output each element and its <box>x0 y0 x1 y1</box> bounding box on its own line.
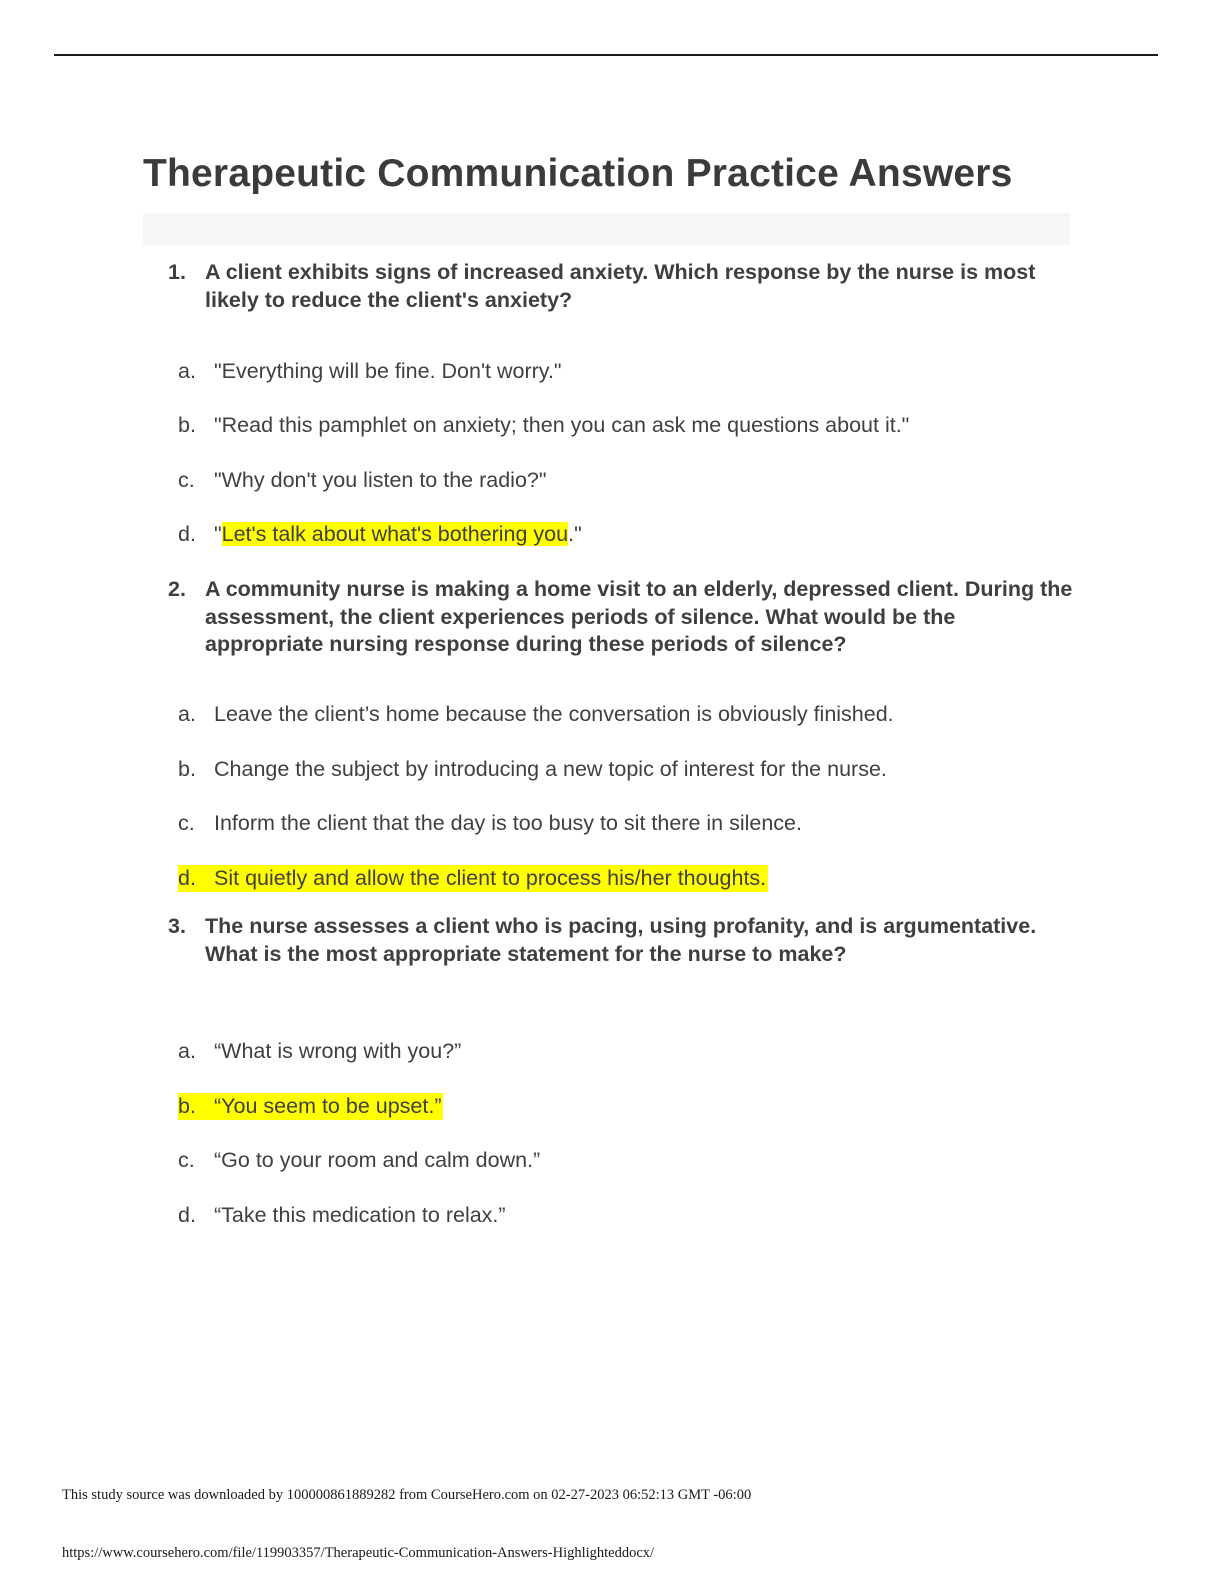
option-letter: b. <box>178 757 196 781</box>
option-letter: a. <box>178 359 196 383</box>
question-text: A community nurse is making a home visit to an elderly, depressed client. During the assessment, the client experiences periods of silence. What would be the appropriate nursing response during these periods of silence? <box>205 577 1073 656</box>
option-letter: c. <box>178 468 195 492</box>
highlighted-answer: Let's talk about what's bothering you <box>221 522 569 546</box>
question-number: 2. <box>168 577 186 601</box>
q1-option-a <box>178 358 562 385</box>
option-suffix: ." <box>568 522 582 546</box>
q1-option-b <box>178 412 909 439</box>
top-divider <box>54 54 1158 56</box>
option-text: Leave the client’s home because the conversation is obviously finished. <box>214 702 894 726</box>
option-text: "Everything will be fine. Don't worry." <box>214 359 562 383</box>
question-2 <box>168 576 1078 659</box>
q2-option-d-highlighted <box>178 865 768 892</box>
option-letter: a. <box>178 702 196 726</box>
option-text: “What is wrong with you?” <box>214 1039 462 1063</box>
option-letter: a. <box>178 1039 196 1063</box>
title-shaded-band <box>143 213 1070 245</box>
option-text: “Go to your room and calm down.” <box>214 1148 541 1172</box>
option-letter: d. <box>178 522 196 546</box>
option-letter: b. <box>178 1094 196 1118</box>
question-text: The nurse assesses a client who is pacing, using profanity, and is argumentative. What is the most appropriate statement for the nurse to make? <box>205 914 1037 966</box>
q2-option-a <box>178 701 894 728</box>
q3-option-d <box>178 1202 506 1229</box>
option-letter: c. <box>178 811 195 835</box>
option-text: "Read this pamphlet on anxiety; then you can ask me questions about it." <box>214 413 910 437</box>
option-text: “You seem to be upset.” <box>214 1094 442 1118</box>
option-text: Change the subject by introducing a new topic of interest for the nurse. <box>214 757 887 781</box>
option-letter: d. <box>178 866 196 890</box>
option-letter: b. <box>178 413 196 437</box>
option-letter: c. <box>178 1148 195 1172</box>
q2-option-c <box>178 810 802 837</box>
question-text: A client exhibits signs of increased anxiety. Which response by the nurse is most likely to reduce the client's anxiety? <box>205 260 1036 312</box>
page-title: Therapeutic Communication Practice Answers <box>143 152 1013 195</box>
q3-option-a <box>178 1038 461 1065</box>
option-text: "Why don't you listen to the radio?" <box>214 468 547 492</box>
option-text: Sit quietly and allow the client to process his/her thoughts. <box>214 866 767 890</box>
option-prefix: " <box>214 522 222 546</box>
download-notice: This study source was downloaded by 100000861889282 from CourseHero.com on 02-27-2023 06:52:13 GMT -06:00 <box>62 1487 752 1503</box>
option-text: Inform the client that the day is too busy to sit there in silence. <box>214 811 802 835</box>
source-url[interactable]: https://www.coursehero.com/file/119903357/Therapeutic-Communication-Answers-Highlighteddocx/ <box>62 1545 655 1561</box>
question-1 <box>168 259 1078 314</box>
q3-option-b-highlighted <box>178 1093 443 1120</box>
question-number: 1. <box>168 260 186 284</box>
q1-option-c <box>178 467 547 494</box>
q2-option-b <box>178 756 887 783</box>
question-number: 3. <box>168 914 186 938</box>
q3-option-c <box>178 1147 540 1174</box>
q1-option-d <box>178 521 582 548</box>
question-3 <box>168 913 1078 968</box>
option-text: “Take this medication to relax.” <box>214 1203 506 1227</box>
option-letter: d. <box>178 1203 196 1227</box>
